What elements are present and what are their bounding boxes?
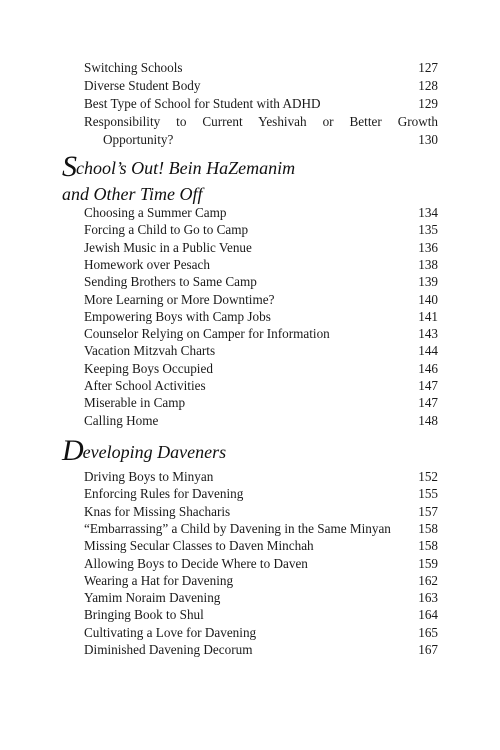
toc-entry-title: Best Type of School for Student with ADHD <box>84 96 321 111</box>
toc-entry-title: Sending Brothers to Same Camp <box>84 274 257 290</box>
toc-entry-page: 127 <box>418 60 438 75</box>
toc-entry-title: Cultivating a Love for Davening <box>84 624 257 640</box>
toc-entry <box>84 204 438 222</box>
toc-entry-title: Bringing Book to Shul <box>84 607 204 623</box>
toc-entry <box>84 555 438 573</box>
toc-entry-title: Miserable in Camp <box>84 395 186 411</box>
toc-entry <box>84 377 438 395</box>
toc-entry-title: Driving Boys to Minyan <box>84 469 214 484</box>
toc-entry <box>84 273 438 291</box>
toc-entry-title: Yamim Noraim Davening <box>84 590 221 606</box>
toc-entry-page: 158 <box>418 538 438 554</box>
toc-entry-page: 136 <box>418 239 438 255</box>
toc-entry-page: 129 <box>418 96 438 111</box>
toc-entry-title: Switching Schools <box>84 60 183 75</box>
toc-entry-title: Vacation Mitzvah Charts <box>84 343 216 359</box>
toc-entry-title: Calling Home <box>84 412 159 428</box>
toc-entry-title-line1: Responsibility to Current Yeshivah or Better Growth <box>84 114 438 129</box>
toc-entry-page: 147 <box>418 378 438 393</box>
toc-entry <box>84 59 438 77</box>
toc-entry-page: 163 <box>418 590 438 606</box>
toc-entry <box>84 412 438 430</box>
toc-entry-title: After School Activities <box>84 378 206 393</box>
toc-entry <box>84 360 438 378</box>
toc-entry-page: 134 <box>418 205 438 220</box>
toc-entry-title: Wearing a Hat for Davening <box>84 572 234 588</box>
toc-entry <box>84 221 438 239</box>
toc-entry <box>84 239 438 257</box>
toc-entry-page: 147 <box>418 395 438 411</box>
toc-entry <box>84 113 438 149</box>
toc-entry-title: Knas for Missing Shacharis <box>84 503 231 519</box>
toc-entry-page: 143 <box>418 326 438 342</box>
toc-entry <box>84 589 438 607</box>
toc-entry-page: 128 <box>418 78 438 93</box>
toc-entry <box>84 256 438 274</box>
toc-entry-page: 155 <box>418 486 438 502</box>
toc-entry <box>84 95 438 113</box>
toc-entry-page: 165 <box>418 624 438 640</box>
toc-entry-page: 141 <box>418 308 438 324</box>
toc-entry-page: 162 <box>418 572 438 588</box>
section-initial: D <box>62 434 83 467</box>
toc-entry <box>84 572 438 590</box>
toc-entry-page: 130 <box>418 132 438 147</box>
toc-entry <box>84 520 438 538</box>
section-initial: S <box>62 150 76 183</box>
section-title-line2: and Other Time Off <box>62 184 203 204</box>
toc-entry-title-line2: Opportunity? <box>103 132 174 147</box>
toc-entry-title: Forcing a Child to Go to Camp <box>84 222 249 238</box>
toc-entry-page: 144 <box>418 343 438 359</box>
section-heading-developing-daveners <box>62 434 227 467</box>
toc-entry-page: 158 <box>418 520 438 536</box>
toc-entry-page: 139 <box>418 274 438 290</box>
toc-entry-page: 146 <box>418 360 438 376</box>
toc-entry-title: Allowing Boys to Decide Where to Daven <box>84 555 308 571</box>
toc-entry <box>84 468 438 486</box>
toc-entry <box>84 325 438 343</box>
toc-entry <box>84 641 438 659</box>
toc-entry <box>84 537 438 555</box>
section-heading-schools-out <box>62 150 296 183</box>
section-title-line1: chool’s Out! Bein HaZemanim <box>76 158 296 178</box>
toc-entry-page: 140 <box>418 291 438 307</box>
toc-entry-page: 135 <box>418 222 438 238</box>
toc-entry-page: 148 <box>418 412 438 428</box>
toc-entry-title: Counselor Relying on Camper for Information <box>84 326 330 342</box>
toc-entry-page: 157 <box>418 503 438 519</box>
toc-entry-page: 159 <box>418 555 438 571</box>
toc-entry-title: Diminished Davening Decorum <box>84 642 253 657</box>
toc-entry <box>84 394 438 412</box>
toc-entry-title: Keeping Boys Occupied <box>84 360 213 376</box>
toc-entry <box>84 606 438 624</box>
toc-entry-title: Empowering Boys with Camp Jobs <box>84 308 271 324</box>
section-heading-line2 <box>62 183 203 205</box>
toc-entry-page: 138 <box>418 256 438 272</box>
toc-entry-page: 167 <box>418 642 438 657</box>
section-title: eveloping Daveners <box>82 442 227 462</box>
toc-entry <box>84 308 438 326</box>
toc-entry-page: 164 <box>418 607 438 623</box>
toc-entry-title: Enforcing Rules for Davening <box>84 486 244 502</box>
toc-entry <box>84 342 438 360</box>
toc-entry-title: Choosing a Summer Camp <box>84 205 227 220</box>
toc-entry <box>84 624 438 642</box>
toc-entry-title: “Embarrassing” a Child by Davening in the Same Minyan <box>84 520 391 536</box>
toc-entry <box>84 291 438 309</box>
toc-entry-title: Homework over Pesach <box>84 256 210 272</box>
toc-entry-page: 152 <box>418 469 438 484</box>
toc-entry-title: More Learning or More Downtime? <box>84 291 275 307</box>
toc-entry <box>84 485 438 503</box>
toc-entry-title: Jewish Music in a Public Venue <box>84 239 252 255</box>
toc-entry-title: Missing Secular Classes to Daven Minchah <box>84 538 314 554</box>
toc-entry-title: Diverse Student Body <box>84 78 201 93</box>
toc-entry <box>84 503 438 521</box>
toc-entry <box>84 77 438 95</box>
